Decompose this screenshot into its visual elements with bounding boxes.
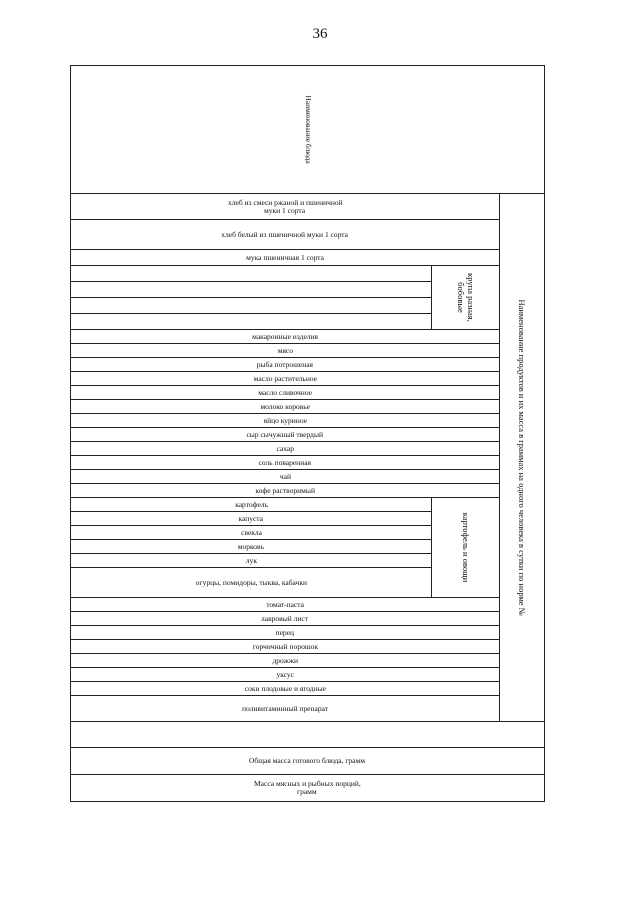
column-header: масло сливочное (71, 386, 500, 400)
column-header: огурцы, помидоры, тыква, кабачки (71, 568, 432, 598)
column-header: соки плодовые и ягодные (71, 682, 500, 696)
column-header: горчичный порошок (71, 640, 500, 654)
column-header: морковь (71, 540, 432, 554)
column-header: Общая масса готового блюда, грамм (71, 748, 545, 775)
column-header: капуста (71, 512, 432, 526)
column-header: хлеб белый из пшеничной муки 1 сорта (71, 220, 500, 250)
column-header: сахар (71, 442, 500, 456)
column-header: дрожжи (71, 654, 500, 668)
column-header: соль поваренная (71, 456, 500, 470)
column-header: свекла (71, 526, 432, 540)
cereals-group-label: крупа разная, бобовые (432, 266, 500, 330)
column-header: поливитаминный препарат (71, 696, 500, 722)
column-header: лавровый лист (71, 612, 500, 626)
form-table-rotated (70, 65, 545, 800)
column-header (71, 282, 432, 298)
column-header: хлеб из смеси ржаной и пшеничной муки 1 сорта (71, 194, 500, 220)
column-header: уксус (71, 668, 500, 682)
menu-layout-table (70, 65, 545, 802)
column-header: томат-паста (71, 598, 500, 612)
column-header: кофе растворимый (71, 484, 500, 498)
column-header (71, 314, 432, 330)
column-header: Масса мясных и рыбных порций, грамм (71, 775, 545, 802)
column-header: масло растительное (71, 372, 500, 386)
column-header: мясо (71, 344, 500, 358)
column-header: яйцо куриное (71, 414, 500, 428)
column-header: сыр сычужный твердый (71, 428, 500, 442)
column-header: лук (71, 554, 432, 568)
column-header: картофель (71, 498, 432, 512)
column-header: макаронные изделия (71, 330, 500, 344)
products-band-title: Наименование продуктов и их масса в граммах на одного человека в сутки по норме № (499, 194, 544, 722)
column-header: молоко коровье (71, 400, 500, 414)
column-header: перец (71, 626, 500, 640)
column-header (71, 266, 432, 282)
vegetables-group-label: картофель и овощи (432, 498, 500, 598)
page-number: 36 (312, 26, 328, 42)
column-header: рыба потрошеная (71, 358, 500, 372)
form-table-wrapper (70, 65, 545, 800)
column-header (71, 298, 432, 314)
dish-row-label: Наименование блюда (71, 66, 545, 194)
column-header (71, 722, 545, 748)
column-header: мука пшеничная 1 сорта (71, 250, 500, 266)
column-header: чай (71, 470, 500, 484)
